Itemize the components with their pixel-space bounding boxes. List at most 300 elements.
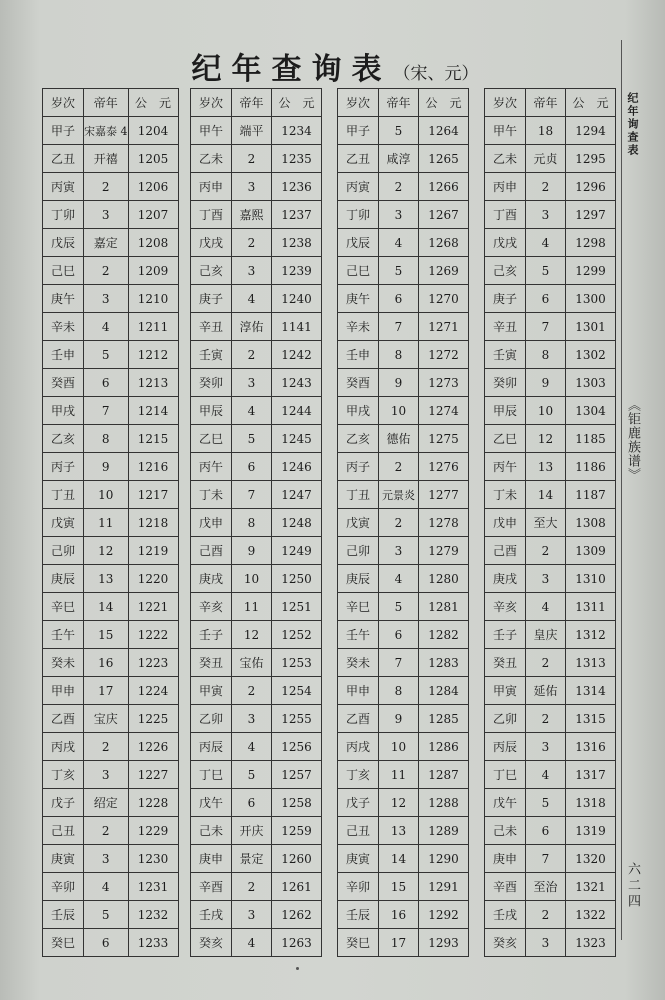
cyclical-year-cell: 戊子 <box>338 789 379 817</box>
gregorian-year-cell: 1278 <box>419 509 469 537</box>
table-row <box>485 649 616 677</box>
gregorian-year-cell: 1279 <box>419 537 469 565</box>
cyclical-year-cell: 庚辰 <box>43 565 84 593</box>
reign-year-cell: 3 <box>379 201 419 229</box>
table-row <box>43 593 179 621</box>
cyclical-year-cell: 辛丑 <box>485 313 526 341</box>
table-row <box>191 817 322 845</box>
table-row <box>338 649 469 677</box>
cyclical-year-cell: 庚子 <box>191 285 232 313</box>
table-row <box>485 929 616 957</box>
table-row <box>338 901 469 929</box>
cyclical-year-cell: 庚午 <box>43 285 84 313</box>
gregorian-year-cell: 1231 <box>128 873 178 901</box>
reign-year-cell: 8 <box>84 425 129 453</box>
cyclical-year-cell: 丁酉 <box>191 201 232 229</box>
reign-year-cell: 17 <box>84 677 129 705</box>
reign-year-cell: 5 <box>379 117 419 145</box>
column-header: 帝年 <box>379 89 419 117</box>
cyclical-year-cell: 庚寅 <box>338 845 379 873</box>
table-row <box>338 593 469 621</box>
table-row <box>485 761 616 789</box>
table-row <box>43 453 179 481</box>
reign-year-cell: 5 <box>379 257 419 285</box>
reign-year-cell: 至治 <box>526 873 566 901</box>
reign-year-cell: 5 <box>232 425 272 453</box>
gregorian-year-cell: 1235 <box>272 145 322 173</box>
reign-year-cell: 9 <box>84 453 129 481</box>
cyclical-year-cell: 己丑 <box>43 817 84 845</box>
gregorian-year-cell: 1259 <box>272 817 322 845</box>
reign-year-cell: 10 <box>232 565 272 593</box>
cyclical-year-cell: 戊午 <box>485 789 526 817</box>
cyclical-year-cell: 甲子 <box>43 117 84 145</box>
cyclical-year-cell: 癸巳 <box>43 929 84 957</box>
table-row <box>43 649 179 677</box>
reign-year-cell: 3 <box>379 537 419 565</box>
gregorian-year-cell: 1238 <box>272 229 322 257</box>
table-row <box>43 425 179 453</box>
gregorian-year-cell: 1247 <box>272 481 322 509</box>
cyclical-year-cell: 乙酉 <box>338 705 379 733</box>
gregorian-year-cell: 1228 <box>128 789 178 817</box>
table-row <box>43 285 179 313</box>
table-row <box>338 481 469 509</box>
reign-year-cell: 2 <box>84 257 129 285</box>
reign-year-cell: 3 <box>84 285 129 313</box>
reign-year-cell: 10 <box>84 481 129 509</box>
gregorian-year-cell: 1320 <box>566 845 616 873</box>
gregorian-year-cell: 1214 <box>128 397 178 425</box>
gregorian-year-cell: 1216 <box>128 453 178 481</box>
cyclical-year-cell: 戊子 <box>43 789 84 817</box>
cyclical-year-cell: 甲戌 <box>43 397 84 425</box>
reign-year-cell: 2 <box>526 705 566 733</box>
table-row <box>338 677 469 705</box>
reign-year-cell: 6 <box>379 285 419 313</box>
gregorian-year-cell: 1286 <box>419 733 469 761</box>
reign-year-cell: 10 <box>379 397 419 425</box>
reign-year-cell: 7 <box>232 481 272 509</box>
cyclical-year-cell: 辛酉 <box>191 873 232 901</box>
reign-year-cell: 4 <box>232 929 272 957</box>
table-row <box>191 229 322 257</box>
cyclical-year-cell: 戊辰 <box>43 229 84 257</box>
reign-year-cell: 延佑 <box>526 677 566 705</box>
reign-year-cell: 皇庆 <box>526 621 566 649</box>
table-row <box>43 929 179 957</box>
cyclical-year-cell: 辛丑 <box>191 313 232 341</box>
gregorian-year-cell: 1285 <box>419 705 469 733</box>
reign-year-cell: 8 <box>379 677 419 705</box>
column-header: 岁次 <box>191 89 232 117</box>
table-row <box>43 621 179 649</box>
gregorian-year-cell: 1277 <box>419 481 469 509</box>
table-row <box>485 313 616 341</box>
reign-year-cell: 12 <box>379 789 419 817</box>
side-header: 纪年询查表 <box>626 92 639 157</box>
cyclical-year-cell: 乙酉 <box>43 705 84 733</box>
cyclical-year-cell: 丙申 <box>191 173 232 201</box>
reign-year-cell: 6 <box>379 621 419 649</box>
reign-year-cell: 13 <box>84 565 129 593</box>
table-row <box>485 285 616 313</box>
gregorian-year-cell: 1253 <box>272 649 322 677</box>
reign-year-cell: 2 <box>232 229 272 257</box>
reign-year-cell: 开庆 <box>232 817 272 845</box>
gregorian-year-cell: 1254 <box>272 677 322 705</box>
reign-year-cell: 14 <box>526 481 566 509</box>
table-row <box>43 117 179 145</box>
gregorian-year-cell: 1284 <box>419 677 469 705</box>
reign-year-cell: 5 <box>84 901 129 929</box>
table-row <box>485 201 616 229</box>
reign-year-cell: 至大 <box>526 509 566 537</box>
table-row <box>191 565 322 593</box>
reign-year-cell: 宝庆 <box>84 705 129 733</box>
table-row <box>485 369 616 397</box>
reign-year-cell: 16 <box>84 649 129 677</box>
table-row <box>485 537 616 565</box>
reign-year-cell: 2 <box>84 173 129 201</box>
reign-year-cell: 2 <box>526 537 566 565</box>
reign-year-cell: 14 <box>84 593 129 621</box>
gregorian-year-cell: 1295 <box>566 145 616 173</box>
table-row <box>43 257 179 285</box>
cyclical-year-cell: 甲寅 <box>485 677 526 705</box>
table-row <box>338 789 469 817</box>
era-table <box>337 88 469 957</box>
reign-year-cell: 2 <box>526 173 566 201</box>
cyclical-year-cell: 辛酉 <box>485 873 526 901</box>
table-header-row <box>191 89 322 117</box>
reign-year-cell: 4 <box>84 873 129 901</box>
reign-year-cell: 9 <box>526 369 566 397</box>
gregorian-year-cell: 1318 <box>566 789 616 817</box>
table-row <box>485 341 616 369</box>
reign-year-cell: 12 <box>84 537 129 565</box>
reign-year-cell: 10 <box>526 397 566 425</box>
reign-year-cell: 5 <box>232 761 272 789</box>
table-row <box>43 481 179 509</box>
gregorian-year-cell: 1224 <box>128 677 178 705</box>
cyclical-year-cell: 癸亥 <box>485 929 526 957</box>
table-row <box>485 397 616 425</box>
cyclical-year-cell: 乙未 <box>191 145 232 173</box>
table-row <box>191 285 322 313</box>
gregorian-year-cell: 1249 <box>272 537 322 565</box>
reign-year-cell: 8 <box>232 509 272 537</box>
gregorian-year-cell: 1297 <box>566 201 616 229</box>
cyclical-year-cell: 庚戌 <box>485 565 526 593</box>
cyclical-year-cell: 丙午 <box>191 453 232 481</box>
cyclical-year-cell: 辛亥 <box>191 593 232 621</box>
reign-year-cell: 咸淳 <box>379 145 419 173</box>
reign-year-cell: 4 <box>232 733 272 761</box>
table-row <box>485 705 616 733</box>
gregorian-year-cell: 1269 <box>419 257 469 285</box>
gregorian-year-cell: 1294 <box>566 117 616 145</box>
cyclical-year-cell: 甲子 <box>338 117 379 145</box>
table-row <box>485 565 616 593</box>
table-row <box>43 201 179 229</box>
cyclical-year-cell: 庚戌 <box>191 565 232 593</box>
gregorian-year-cell: 1315 <box>566 705 616 733</box>
gregorian-year-cell: 1250 <box>272 565 322 593</box>
gregorian-year-cell: 1271 <box>419 313 469 341</box>
gregorian-year-cell: 1265 <box>419 145 469 173</box>
table-row <box>338 229 469 257</box>
cyclical-year-cell: 戊申 <box>191 509 232 537</box>
reign-year-cell: 2 <box>379 173 419 201</box>
reign-year-cell: 13 <box>379 817 419 845</box>
table-row <box>191 649 322 677</box>
table-row <box>485 621 616 649</box>
reign-year-cell: 2 <box>232 145 272 173</box>
reign-year-cell: 18 <box>526 117 566 145</box>
gregorian-year-cell: 1264 <box>419 117 469 145</box>
table-header-row <box>485 89 616 117</box>
gregorian-year-cell: 1246 <box>272 453 322 481</box>
era-table <box>42 88 179 957</box>
reign-year-cell: 11 <box>232 593 272 621</box>
gregorian-year-cell: 1314 <box>566 677 616 705</box>
cyclical-year-cell: 壬子 <box>191 621 232 649</box>
gregorian-year-cell: 1321 <box>566 873 616 901</box>
cyclical-year-cell: 壬寅 <box>485 341 526 369</box>
table-row <box>43 509 179 537</box>
reign-year-cell: 2 <box>84 817 129 845</box>
gregorian-year-cell: 1217 <box>128 481 178 509</box>
table-row <box>338 425 469 453</box>
gregorian-year-cell: 1186 <box>566 453 616 481</box>
cyclical-year-cell: 己亥 <box>485 257 526 285</box>
cyclical-year-cell: 丁卯 <box>338 201 379 229</box>
cyclical-year-cell: 丁丑 <box>43 481 84 509</box>
table-row <box>191 453 322 481</box>
gregorian-year-cell: 1223 <box>128 649 178 677</box>
reign-year-cell: 10 <box>379 733 419 761</box>
gregorian-year-cell: 1210 <box>128 285 178 313</box>
cyclical-year-cell: 壬午 <box>43 621 84 649</box>
gregorian-year-cell: 1291 <box>419 873 469 901</box>
reign-year-cell: 嘉定 <box>84 229 129 257</box>
table-row <box>43 229 179 257</box>
cyclical-year-cell: 癸酉 <box>338 369 379 397</box>
cyclical-year-cell: 癸丑 <box>485 649 526 677</box>
cyclical-year-cell: 壬子 <box>485 621 526 649</box>
cyclical-year-cell: 丙子 <box>43 453 84 481</box>
cyclical-year-cell: 己巳 <box>338 257 379 285</box>
page-number: 六二四 <box>625 862 640 910</box>
cyclical-year-cell: 辛卯 <box>338 873 379 901</box>
cyclical-year-cell: 癸未 <box>43 649 84 677</box>
table-row <box>191 789 322 817</box>
gregorian-year-cell: 1221 <box>128 593 178 621</box>
cyclical-year-cell: 辛卯 <box>43 873 84 901</box>
cyclical-year-cell: 庚辰 <box>338 565 379 593</box>
cyclical-year-cell: 丙寅 <box>338 173 379 201</box>
gregorian-year-cell: 1323 <box>566 929 616 957</box>
reign-year-cell: 德佑 <box>379 425 419 453</box>
table-row <box>191 341 322 369</box>
gregorian-year-cell: 1266 <box>419 173 469 201</box>
table-row <box>338 397 469 425</box>
reign-year-cell: 6 <box>232 453 272 481</box>
table-row <box>191 173 322 201</box>
gregorian-year-cell: 1272 <box>419 341 469 369</box>
reign-year-cell: 淳佑 <box>232 313 272 341</box>
gregorian-year-cell: 1220 <box>128 565 178 593</box>
cyclical-year-cell: 壬午 <box>338 621 379 649</box>
cyclical-year-cell: 甲戌 <box>338 397 379 425</box>
gregorian-year-cell: 1322 <box>566 901 616 929</box>
table-row <box>338 313 469 341</box>
cyclical-year-cell: 庚寅 <box>43 845 84 873</box>
table-row <box>338 733 469 761</box>
table-row <box>338 285 469 313</box>
gregorian-year-cell: 1230 <box>128 845 178 873</box>
gregorian-year-cell: 1226 <box>128 733 178 761</box>
cyclical-year-cell: 乙卯 <box>485 705 526 733</box>
cyclical-year-cell: 戊戌 <box>191 229 232 257</box>
table-row <box>43 761 179 789</box>
table-row <box>338 705 469 733</box>
reign-year-cell: 3 <box>232 257 272 285</box>
table-row <box>485 817 616 845</box>
cyclical-year-cell: 戊午 <box>191 789 232 817</box>
table-row <box>43 817 179 845</box>
table-row <box>191 201 322 229</box>
reign-year-cell: 5 <box>379 593 419 621</box>
table-row <box>43 789 179 817</box>
gregorian-year-cell: 1209 <box>128 257 178 285</box>
table-row <box>43 341 179 369</box>
gregorian-year-cell: 1187 <box>566 481 616 509</box>
gregorian-year-cell: 1256 <box>272 733 322 761</box>
cyclical-year-cell: 癸巳 <box>338 929 379 957</box>
era-table <box>484 88 616 957</box>
reign-year-cell: 2 <box>379 453 419 481</box>
gregorian-year-cell: 1258 <box>272 789 322 817</box>
cyclical-year-cell: 壬寅 <box>191 341 232 369</box>
table-row <box>485 593 616 621</box>
gregorian-year-cell: 1304 <box>566 397 616 425</box>
column-header: 公 元 <box>272 89 322 117</box>
table-row <box>338 761 469 789</box>
cyclical-year-cell: 甲辰 <box>485 397 526 425</box>
reign-year-cell: 6 <box>526 285 566 313</box>
gregorian-year-cell: 1281 <box>419 593 469 621</box>
cyclical-year-cell: 丙午 <box>485 453 526 481</box>
table-row <box>338 201 469 229</box>
table-row <box>338 565 469 593</box>
reign-year-cell: 宝佑 <box>232 649 272 677</box>
gregorian-year-cell: 1309 <box>566 537 616 565</box>
gregorian-year-cell: 1211 <box>128 313 178 341</box>
table-row <box>485 789 616 817</box>
gregorian-year-cell: 1204 <box>128 117 178 145</box>
cyclical-year-cell: 丙戌 <box>43 733 84 761</box>
cyclical-year-cell: 己亥 <box>191 257 232 285</box>
gregorian-year-cell: 1233 <box>128 929 178 957</box>
reign-year-cell: 3 <box>232 173 272 201</box>
table-header-row <box>43 89 179 117</box>
reign-year-cell: 3 <box>84 761 129 789</box>
cyclical-year-cell: 庚午 <box>338 285 379 313</box>
gregorian-year-cell: 1242 <box>272 341 322 369</box>
gregorian-year-cell: 1302 <box>566 341 616 369</box>
reign-year-cell: 2 <box>232 341 272 369</box>
reign-year-cell: 6 <box>84 369 129 397</box>
reign-year-cell: 12 <box>232 621 272 649</box>
table-row <box>191 313 322 341</box>
cyclical-year-cell: 乙巳 <box>485 425 526 453</box>
cyclical-year-cell: 甲午 <box>485 117 526 145</box>
table-row <box>485 733 616 761</box>
gregorian-year-cell: 1225 <box>128 705 178 733</box>
gregorian-year-cell: 1311 <box>566 593 616 621</box>
table-row <box>43 845 179 873</box>
reign-year-cell: 17 <box>379 929 419 957</box>
reign-year-cell: 2 <box>84 733 129 761</box>
cyclical-year-cell: 戊申 <box>485 509 526 537</box>
reign-year-cell: 7 <box>526 845 566 873</box>
table-row <box>191 929 322 957</box>
cyclical-year-cell: 丁亥 <box>43 761 84 789</box>
gregorian-year-cell: 1251 <box>272 593 322 621</box>
reign-year-cell: 4 <box>379 565 419 593</box>
gregorian-year-cell: 1273 <box>419 369 469 397</box>
table-row <box>485 229 616 257</box>
gregorian-year-cell: 1280 <box>419 565 469 593</box>
gregorian-year-cell: 1234 <box>272 117 322 145</box>
gregorian-year-cell: 1263 <box>272 929 322 957</box>
table-row <box>485 677 616 705</box>
table-row <box>191 145 322 173</box>
table-row <box>191 397 322 425</box>
gregorian-year-cell: 1245 <box>272 425 322 453</box>
column-header: 公 元 <box>566 89 616 117</box>
reign-year-cell: 6 <box>84 929 129 957</box>
gregorian-year-cell: 1282 <box>419 621 469 649</box>
table-row <box>338 369 469 397</box>
title-main: 纪年查询表 <box>191 52 392 87</box>
reign-year-cell: 4 <box>84 313 129 341</box>
reign-year-cell: 4 <box>526 229 566 257</box>
cyclical-year-cell: 辛亥 <box>485 593 526 621</box>
cyclical-year-cell: 己丑 <box>338 817 379 845</box>
reign-year-cell: 4 <box>232 397 272 425</box>
reign-year-cell: 7 <box>379 313 419 341</box>
cyclical-year-cell: 戊辰 <box>338 229 379 257</box>
cyclical-year-cell: 乙卯 <box>191 705 232 733</box>
gregorian-year-cell: 1232 <box>128 901 178 929</box>
reign-year-cell: 11 <box>84 509 129 537</box>
gregorian-year-cell: 1227 <box>128 761 178 789</box>
table-row <box>338 845 469 873</box>
cyclical-year-cell: 乙亥 <box>43 425 84 453</box>
table-row <box>43 145 179 173</box>
gregorian-year-cell: 1310 <box>566 565 616 593</box>
table-row <box>485 481 616 509</box>
cyclical-year-cell: 丙申 <box>485 173 526 201</box>
table-row <box>338 257 469 285</box>
gregorian-year-cell: 1274 <box>419 397 469 425</box>
cyclical-year-cell: 丙寅 <box>43 173 84 201</box>
cyclical-year-cell: 甲午 <box>191 117 232 145</box>
table-row <box>191 509 322 537</box>
